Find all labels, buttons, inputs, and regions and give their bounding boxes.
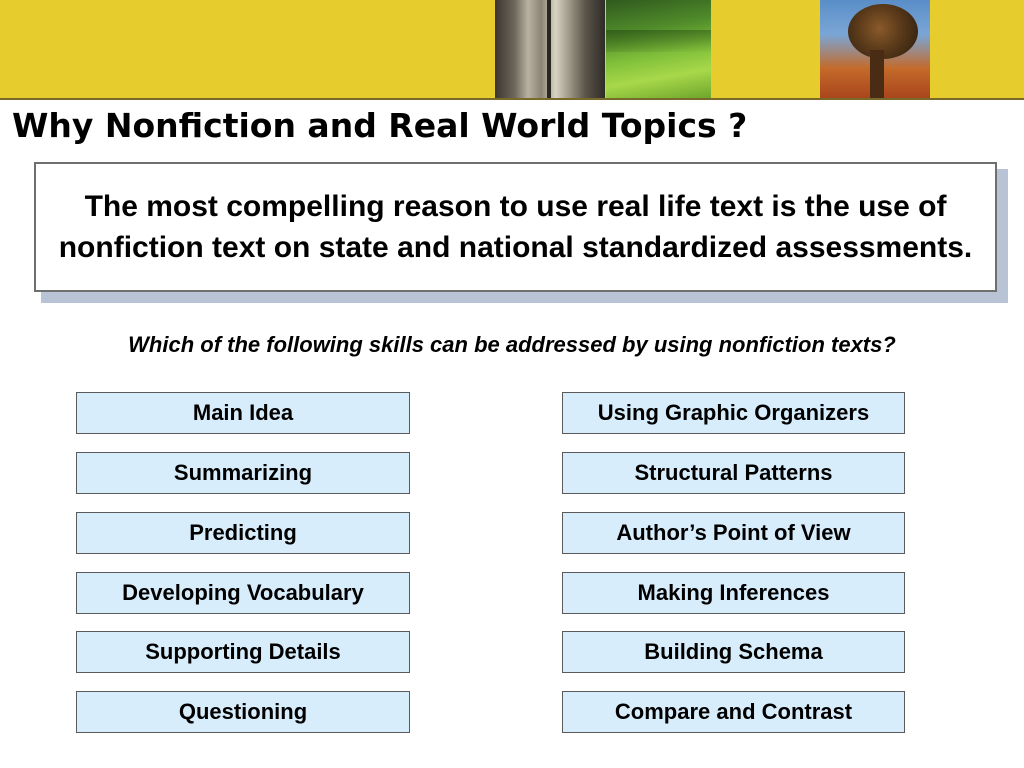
skill-authors-point-of-view[interactable]: Author’s Point of View	[562, 512, 905, 554]
callout-text: The most compelling reason to use real life text is the use of nonfiction text on state and national standardized assessments.	[58, 190, 973, 264]
skill-supporting-details[interactable]: Supporting Details	[76, 631, 410, 673]
question-text: Which of the following skills can be addressed by using nonfiction texts?	[128, 332, 896, 357]
skill-developing-vocabulary[interactable]: Developing Vocabulary	[76, 572, 410, 614]
skill-using-graphic-organizers[interactable]: Using Graphic Organizers	[562, 392, 905, 434]
green-field-photo	[606, 0, 711, 98]
header-banner	[0, 0, 1024, 98]
skill-making-inferences[interactable]: Making Inferences	[562, 572, 905, 614]
slide-title: Why Nonfiction and Real World Topics ?	[12, 106, 748, 145]
skill-building-schema[interactable]: Building Schema	[562, 631, 905, 673]
skill-structural-patterns[interactable]: Structural Patterns	[562, 452, 905, 494]
header-divider	[0, 98, 1024, 100]
skill-predicting[interactable]: Predicting	[76, 512, 410, 554]
skill-compare-and-contrast[interactable]: Compare and Contrast	[562, 691, 905, 733]
tree-photo	[820, 0, 930, 98]
skill-questioning[interactable]: Questioning	[76, 691, 410, 733]
window-photo	[495, 0, 605, 98]
callout-box	[34, 162, 997, 292]
skill-summarizing[interactable]: Summarizing	[76, 452, 410, 494]
skill-main-idea[interactable]: Main Idea	[76, 392, 410, 434]
